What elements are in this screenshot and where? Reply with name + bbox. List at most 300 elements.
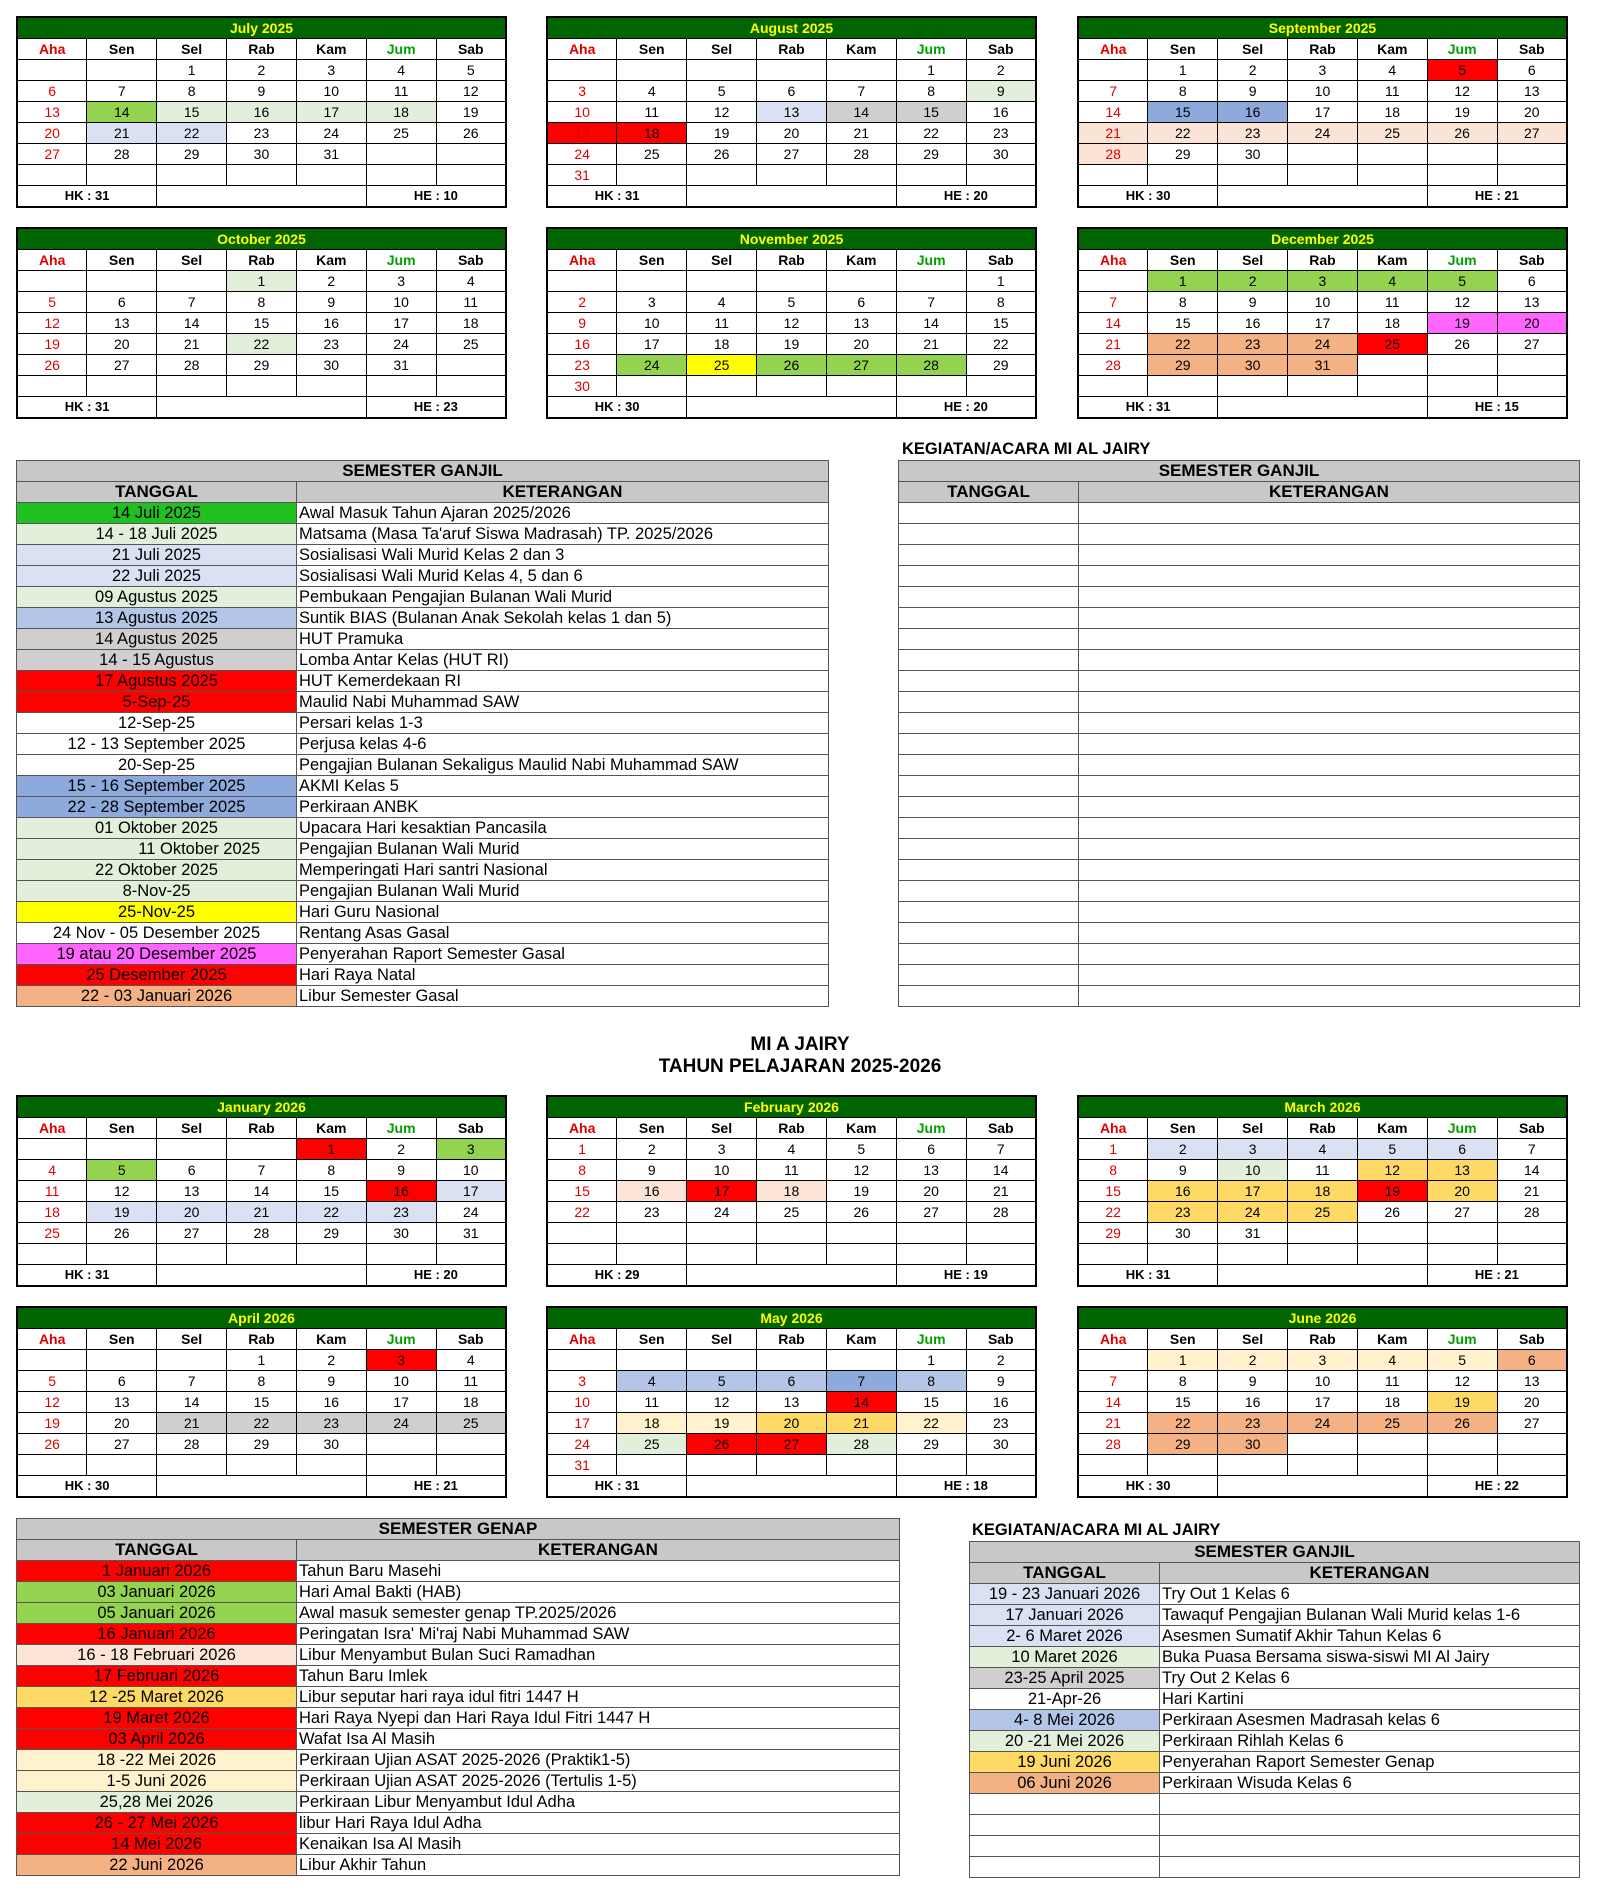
day-cell: 24 [547,144,617,165]
event-date: 8-Nov-25 [17,881,297,902]
event-description: Rentang Asas Gasal [297,923,829,944]
day-cell: 10 [1218,1160,1288,1181]
week-row [1078,1392,1567,1413]
event-date [899,587,1079,608]
day-cell: 2 [296,271,366,292]
event-row [17,671,829,692]
weekday-header: Aha [547,39,617,60]
event-date: 25,28 Mei 2026 [17,1792,297,1813]
day-cell: 30 [966,1434,1036,1455]
week-row [17,102,506,123]
day-cell: 3 [1218,1139,1288,1160]
weekday-header: Sel [157,250,227,271]
day-cell: 3 [1288,60,1358,81]
day-cell: 13 [1497,292,1567,313]
day-cell: 30 [1218,144,1288,165]
day-cell: 28 [1078,1434,1148,1455]
hk-count: HK : 30 [1078,186,1218,208]
weekday-header: Aha [17,1118,87,1139]
day-cell: 26 [17,355,87,376]
event-row [970,1836,1580,1857]
week-row [1078,123,1567,144]
day-cell: 6 [157,1160,227,1181]
event-description: Libur Semester Gasal [297,986,829,1007]
day-cell: 21 [826,123,896,144]
empty-cell [1078,271,1148,292]
empty-cell [826,60,896,81]
week-row [17,81,506,102]
empty-cell [436,1455,506,1476]
event-date: 16 - 18 Februari 2026 [17,1645,297,1666]
event-date: 13 Agustus 2025 [17,608,297,629]
day-cell: 19 [17,1413,87,1434]
he-count: HE : 20 [366,1265,506,1287]
event-row [17,965,829,986]
day-cell: 28 [227,1223,297,1244]
event-date [899,923,1079,944]
he-count: HE : 10 [366,186,506,208]
day-cell: 15 [1148,102,1218,123]
empty-cell [1357,1434,1427,1455]
empty-cell [617,1350,687,1371]
col-header-date: TANGGAL [17,482,297,503]
day-cell: 25 [1357,334,1427,355]
weekday-header: Rab [1288,250,1358,271]
day-cell: 12 [826,1160,896,1181]
day-cell: 5 [757,292,827,313]
day-cell: 10 [687,1160,757,1181]
day-cell: 30 [366,1223,436,1244]
week-row [547,1202,1036,1223]
event-row [899,797,1580,818]
event-date: 17 Agustus 2025 [17,671,297,692]
day-cell: 2 [366,1139,436,1160]
week-row [547,123,1036,144]
day-cell: 12 [17,313,87,334]
day-cell: 12 [436,81,506,102]
day-cell: 11 [436,292,506,313]
empty-cell [826,1350,896,1371]
day-cell: 31 [1288,355,1358,376]
event-row [970,1857,1580,1878]
weekday-header: Sab [966,1329,1036,1350]
day-cell: 19 [757,334,827,355]
day-cell: 8 [896,81,966,102]
event-description: Libur seputar hari raya idul fitri 1447 H [297,1687,900,1708]
empty-cell [1288,1223,1358,1244]
empty-cell [757,271,827,292]
event-description: HUT Pramuka [297,629,829,650]
day-cell: 6 [1497,1350,1567,1371]
event-row [970,1626,1580,1647]
event-row [17,1645,900,1666]
day-cell: 19 [826,1181,896,1202]
event-date: 21 Juli 2025 [17,545,297,566]
empty-cell [1288,144,1358,165]
weekday-header: Aha [1078,1329,1148,1350]
day-cell: 16 [547,334,617,355]
day-cell: 21 [157,334,227,355]
event-row [17,1855,900,1876]
event-description: Hari Raya Nyepi dan Hari Raya Idul Fitri 1447 H [297,1708,900,1729]
day-cell: 15 [1078,1181,1148,1202]
day-cell: 7 [1078,1371,1148,1392]
empty-cell [1357,1244,1427,1265]
event-description: Pengajian Bulanan Sekaligus Maulid Nabi Muhammad SAW [297,755,829,776]
day-cell: 10 [1288,292,1358,313]
empty-cell [1357,1455,1427,1476]
empty-cell [1218,165,1288,186]
weekday-header: Sel [687,1329,757,1350]
week-row [547,292,1036,313]
week-row [547,355,1036,376]
day-cell: 19 [687,123,757,144]
day-cell: 11 [366,81,436,102]
weekday-header: Rab [757,250,827,271]
event-date [899,881,1079,902]
event-description [1079,524,1580,545]
day-cell: 17 [1288,102,1358,123]
event-description [1160,1836,1580,1857]
event-description [1079,839,1580,860]
day-cell: 31 [547,165,617,186]
event-description: HUT Kemerdekaan RI [297,671,829,692]
empty-cell [227,1139,297,1160]
day-cell: 5 [826,1139,896,1160]
day-cell: 3 [547,81,617,102]
event-date: 23-25 April 2025 [970,1668,1160,1689]
day-cell: 13 [757,102,827,123]
empty-cell [87,60,157,81]
empty-cell [17,376,87,397]
event-description [1079,776,1580,797]
event-row [17,734,829,755]
he-count: HE : 22 [1427,1476,1567,1498]
empty-cell [1218,1455,1288,1476]
empty-cell [547,1350,617,1371]
day-cell: 25 [617,144,687,165]
event-description [1079,629,1580,650]
weekday-header: Kam [826,250,896,271]
day-cell: 23 [966,123,1036,144]
week-row [17,144,506,165]
event-row [899,713,1580,734]
day-cell: 23 [296,334,366,355]
weekday-header: Sab [966,1118,1036,1139]
weekday-header: Sel [1218,1118,1288,1139]
event-description: Persari kelas 1-3 [297,713,829,734]
month-title: December 2025 [1078,228,1567,250]
event-date [899,629,1079,650]
day-cell: 22 [896,123,966,144]
empty-cell [1078,376,1148,397]
day-cell: 29 [157,144,227,165]
event-row [899,776,1580,797]
day-cell: 21 [157,1413,227,1434]
day-cell: 31 [436,1223,506,1244]
day-cell: 4 [1288,1139,1358,1160]
empty-cell [157,1350,227,1371]
day-cell: 6 [757,81,827,102]
empty-cell [87,165,157,186]
event-date: 16 Januari 2026 [17,1624,297,1645]
week-row [17,1371,506,1392]
event-description: Sosialisasi Wali Murid Kelas 2 dan 3 [297,545,829,566]
event-date [899,902,1079,923]
event-date [899,650,1079,671]
event-row [17,986,829,1007]
event-description [1079,692,1580,713]
weekday-header: Sel [157,1118,227,1139]
day-cell: 27 [1497,123,1567,144]
event-row [899,692,1580,713]
day-cell: 13 [1427,1160,1497,1181]
empty-cell [157,271,227,292]
day-cell: 3 [436,1139,506,1160]
event-date [899,776,1079,797]
day-cell: 24 [296,123,366,144]
week-row [1078,1202,1567,1223]
day-cell: 7 [1497,1139,1567,1160]
day-cell: 9 [296,292,366,313]
day-cell: 26 [687,1434,757,1455]
empty-cell [757,1244,827,1265]
weekday-header: Sel [687,1118,757,1139]
event-date: 17 Februari 2026 [17,1666,297,1687]
month-title: August 2025 [547,17,1036,39]
day-cell: 9 [1148,1160,1218,1181]
day-cell: 17 [366,313,436,334]
weekday-header: Sen [1148,250,1218,271]
day-cell: 18 [436,313,506,334]
day-cell: 27 [87,1434,157,1455]
empty-cell [617,1244,687,1265]
day-cell: 30 [1218,355,1288,376]
day-cell: 1 [1078,1139,1148,1160]
hk-count: HK : 31 [17,186,157,208]
empty-cell [1357,376,1427,397]
event-description: Maulid Nabi Muhammad SAW [297,692,829,713]
day-cell: 9 [366,1160,436,1181]
empty-cell [1218,1244,1288,1265]
empty-cell [1427,1223,1497,1244]
empty-cell [1497,1244,1567,1265]
empty-cell [1497,376,1567,397]
event-row [17,566,829,587]
event-date: 20 -21 Mei 2026 [970,1731,1160,1752]
empty-cell [87,1139,157,1160]
event-date: 22 Oktober 2025 [17,860,297,881]
weekday-header: Aha [17,1329,87,1350]
empty-cell [687,1455,757,1476]
day-cell: 17 [366,1392,436,1413]
day-cell: 29 [1148,144,1218,165]
week-row [1078,1434,1567,1455]
day-cell: 4 [687,292,757,313]
weekday-header: Jum [366,39,436,60]
calendar-april-2026 [16,1306,507,1498]
weekday-header: Rab [1288,39,1358,60]
week-row [547,1413,1036,1434]
day-cell: 22 [1148,123,1218,144]
event-row [899,944,1580,965]
empty-cell [366,1244,436,1265]
event-row [17,881,829,902]
day-cell: 16 [1218,313,1288,334]
day-cell: 5 [1427,60,1497,81]
day-cell: 2 [227,60,297,81]
day-cell: 2 [966,60,1036,81]
empty-cell [896,1244,966,1265]
day-cell: 8 [227,1371,297,1392]
day-cell: 15 [296,1181,366,1202]
day-cell: 20 [87,334,157,355]
event-description: Pengajian Bulanan Wali Murid [297,881,829,902]
event-date: 26 - 27 Mei 2026 [17,1813,297,1834]
event-description: Matsama (Masa Ta'aruf Siswa Madrasah) TP. 2025/2026 [297,524,829,545]
week-row [17,123,506,144]
calendar-january-2026 [16,1095,507,1287]
week-row [17,376,506,397]
day-cell: 27 [1427,1202,1497,1223]
empty-cell [1148,165,1218,186]
day-cell: 21 [227,1202,297,1223]
week-row [17,313,506,334]
empty-cell [227,376,297,397]
weekday-header: Aha [17,39,87,60]
day-cell: 23 [617,1202,687,1223]
empty-cell [1357,165,1427,186]
event-date [899,965,1079,986]
day-cell: 19 [1357,1181,1427,1202]
he-count: HE : 23 [366,397,506,419]
day-cell: 29 [296,1223,366,1244]
day-cell: 21 [896,334,966,355]
event-date [899,524,1079,545]
day-cell: 12 [757,313,827,334]
calendar-february-2026 [546,1095,1037,1287]
week-row [1078,376,1567,397]
empty-cell [87,1244,157,1265]
empty-cell [87,1455,157,1476]
empty-cell [896,1455,966,1476]
day-cell: 21 [966,1181,1036,1202]
semester-title: SEMESTER GENAP [17,1519,900,1540]
weekday-header: Rab [757,1118,827,1139]
month-title: May 2026 [547,1307,1036,1329]
event-description [1079,986,1580,1007]
weekday-header: Sab [436,1118,506,1139]
day-cell: 22 [227,1413,297,1434]
empty-cell [227,1244,297,1265]
day-cell: 7 [826,81,896,102]
col-header-desc: KETERANGAN [1160,1563,1580,1584]
day-cell: 29 [227,355,297,376]
empty-cell [17,1455,87,1476]
day-cell: 20 [757,123,827,144]
weekday-header: Aha [547,1329,617,1350]
event-row [970,1647,1580,1668]
weekday-header: Kam [1357,1118,1427,1139]
weekday-header: Sen [1148,1329,1218,1350]
hk-count: HK : 31 [17,397,157,419]
day-cell: 4 [617,1371,687,1392]
day-cell: 1 [1148,271,1218,292]
day-cell: 4 [366,60,436,81]
event-description: Tawaquf Pengajian Bulanan Wali Murid kelas 1-6 [1160,1605,1580,1626]
empty-cell [366,144,436,165]
col-header-desc: KETERANGAN [1079,482,1580,503]
empty-cell [757,60,827,81]
empty-cell [617,1455,687,1476]
month-title: November 2025 [547,228,1036,250]
day-cell: 17 [436,1181,506,1202]
calendar-march-2026 [1077,1095,1568,1287]
day-cell: 24 [1288,123,1358,144]
event-row [899,608,1580,629]
semester-title: SEMESTER GANJIL [970,1542,1580,1563]
empty-cell [966,165,1036,186]
event-description [1079,818,1580,839]
semester-genap-table [16,1518,900,1876]
empty-cell [1427,165,1497,186]
day-cell: 4 [17,1160,87,1181]
event-description [1079,797,1580,818]
empty-cell [1427,1455,1497,1476]
calendar-december-2025 [1077,227,1568,419]
empty-cell [1078,1350,1148,1371]
day-cell: 15 [227,1392,297,1413]
he-count: HE : 20 [896,397,1036,419]
event-date: 06 Juni 2026 [970,1773,1160,1794]
footer-spacer [687,186,897,208]
event-row [17,1624,900,1645]
hk-count: HK : 31 [17,1265,157,1287]
day-cell: 10 [617,313,687,334]
he-count: HE : 21 [1427,186,1567,208]
day-cell: 17 [617,334,687,355]
event-description: Penyerahan Raport Semester Gasal [297,944,829,965]
weekday-header: Sen [617,39,687,60]
day-cell: 30 [547,376,617,397]
hk-count: HK : 30 [17,1476,157,1498]
event-row [17,755,829,776]
kegiatan-genap-heading: KEGIATAN/ACARA MI AL JAIRY [972,1521,1221,1539]
event-row [899,566,1580,587]
day-cell: 26 [1427,123,1497,144]
hk-count: HK : 31 [547,1476,687,1498]
day-cell: 6 [1427,1139,1497,1160]
semester-title: SEMESTER GANJIL [17,461,829,482]
day-cell: 17 [1288,313,1358,334]
empty-cell [1427,376,1497,397]
weekday-header: Rab [757,1329,827,1350]
empty-cell [757,1223,827,1244]
day-cell: 19 [87,1202,157,1223]
event-description: Perkiraan Libur Menyambut Idul Adha [297,1792,900,1813]
event-description: Tahun Baru Imlek [297,1666,900,1687]
day-cell: 2 [547,292,617,313]
empty-cell [687,165,757,186]
empty-cell [547,1223,617,1244]
weekday-header: Rab [227,39,297,60]
day-cell: 14 [1078,1392,1148,1413]
footer-spacer [1218,1265,1428,1287]
day-cell: 19 [436,102,506,123]
event-date: 10 Maret 2026 [970,1647,1160,1668]
col-header-desc: KETERANGAN [297,1540,900,1561]
day-cell: 11 [1357,81,1427,102]
